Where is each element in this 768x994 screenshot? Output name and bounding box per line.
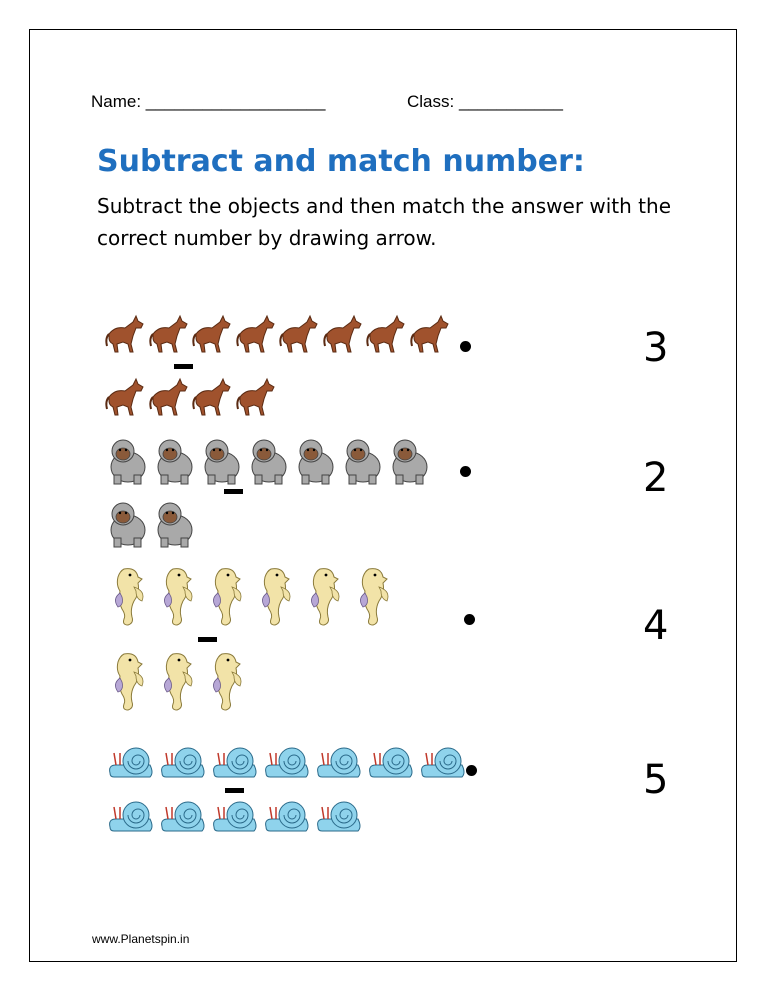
answer-number-2[interactable]: 2 (643, 455, 669, 501)
horse-icon (234, 375, 278, 424)
snail-icon (418, 743, 468, 784)
horse-icon (190, 312, 234, 361)
snail-icon (314, 743, 364, 784)
seahorse-icon (204, 565, 248, 634)
snail-icon (366, 743, 416, 784)
seahorse-icon (106, 650, 150, 719)
gorilla-icon (388, 437, 432, 490)
snail-icon (210, 743, 260, 784)
snail-icon (158, 743, 208, 784)
horse-icon (321, 312, 365, 361)
horse-icon (103, 375, 147, 424)
gorilla-icon (294, 437, 338, 490)
horse-icon (147, 312, 191, 361)
seahorse-icon (106, 565, 150, 634)
seahorse-icon (351, 565, 395, 634)
footer-url: www.Planetspin.in (92, 932, 190, 946)
minus-sign (224, 489, 243, 494)
gorilla-icon (153, 437, 197, 490)
gorilla-icon (106, 500, 150, 553)
worksheet-title: Subtract and match number: (97, 144, 585, 179)
name-field-label: Name: ___________________ (91, 92, 326, 111)
snail-icon (106, 743, 156, 784)
match-dot-3[interactable] (464, 614, 475, 625)
horse-icon (103, 312, 147, 361)
horse-icon (408, 312, 452, 361)
match-dot-2[interactable] (460, 466, 471, 477)
class-field-label: Class: ___________ (407, 92, 563, 111)
horse-icon (190, 375, 234, 424)
snail-icon (106, 797, 156, 838)
snail-icon (262, 743, 312, 784)
seahorse-icon (253, 565, 297, 634)
match-dot-1[interactable] (460, 341, 471, 352)
minus-sign (225, 788, 244, 793)
gorilla-icon (106, 437, 150, 490)
gorilla-icon (247, 437, 291, 490)
seahorse-icon (302, 565, 346, 634)
snail-icon (262, 797, 312, 838)
gorilla-icon (153, 500, 197, 553)
horse-icon (234, 312, 278, 361)
snail-icon (210, 797, 260, 838)
minus-sign (198, 637, 217, 642)
seahorse-icon (155, 565, 199, 634)
minus-sign (174, 364, 193, 369)
horse-icon (364, 312, 408, 361)
answer-number-3[interactable]: 4 (643, 603, 669, 649)
worksheet-instructions: Subtract the objects and then match the answer with the correct number by drawing arrow. (97, 194, 672, 250)
seahorse-icon (155, 650, 199, 719)
seahorse-icon (204, 650, 248, 719)
match-dot-4[interactable] (466, 765, 477, 776)
horse-icon (147, 375, 191, 424)
snail-icon (314, 797, 364, 838)
gorilla-icon (341, 437, 385, 490)
gorilla-icon (200, 437, 244, 490)
answer-number-1[interactable]: 3 (643, 325, 669, 371)
answer-number-4[interactable]: 5 (643, 757, 669, 803)
snail-icon (158, 797, 208, 838)
horse-icon (277, 312, 321, 361)
